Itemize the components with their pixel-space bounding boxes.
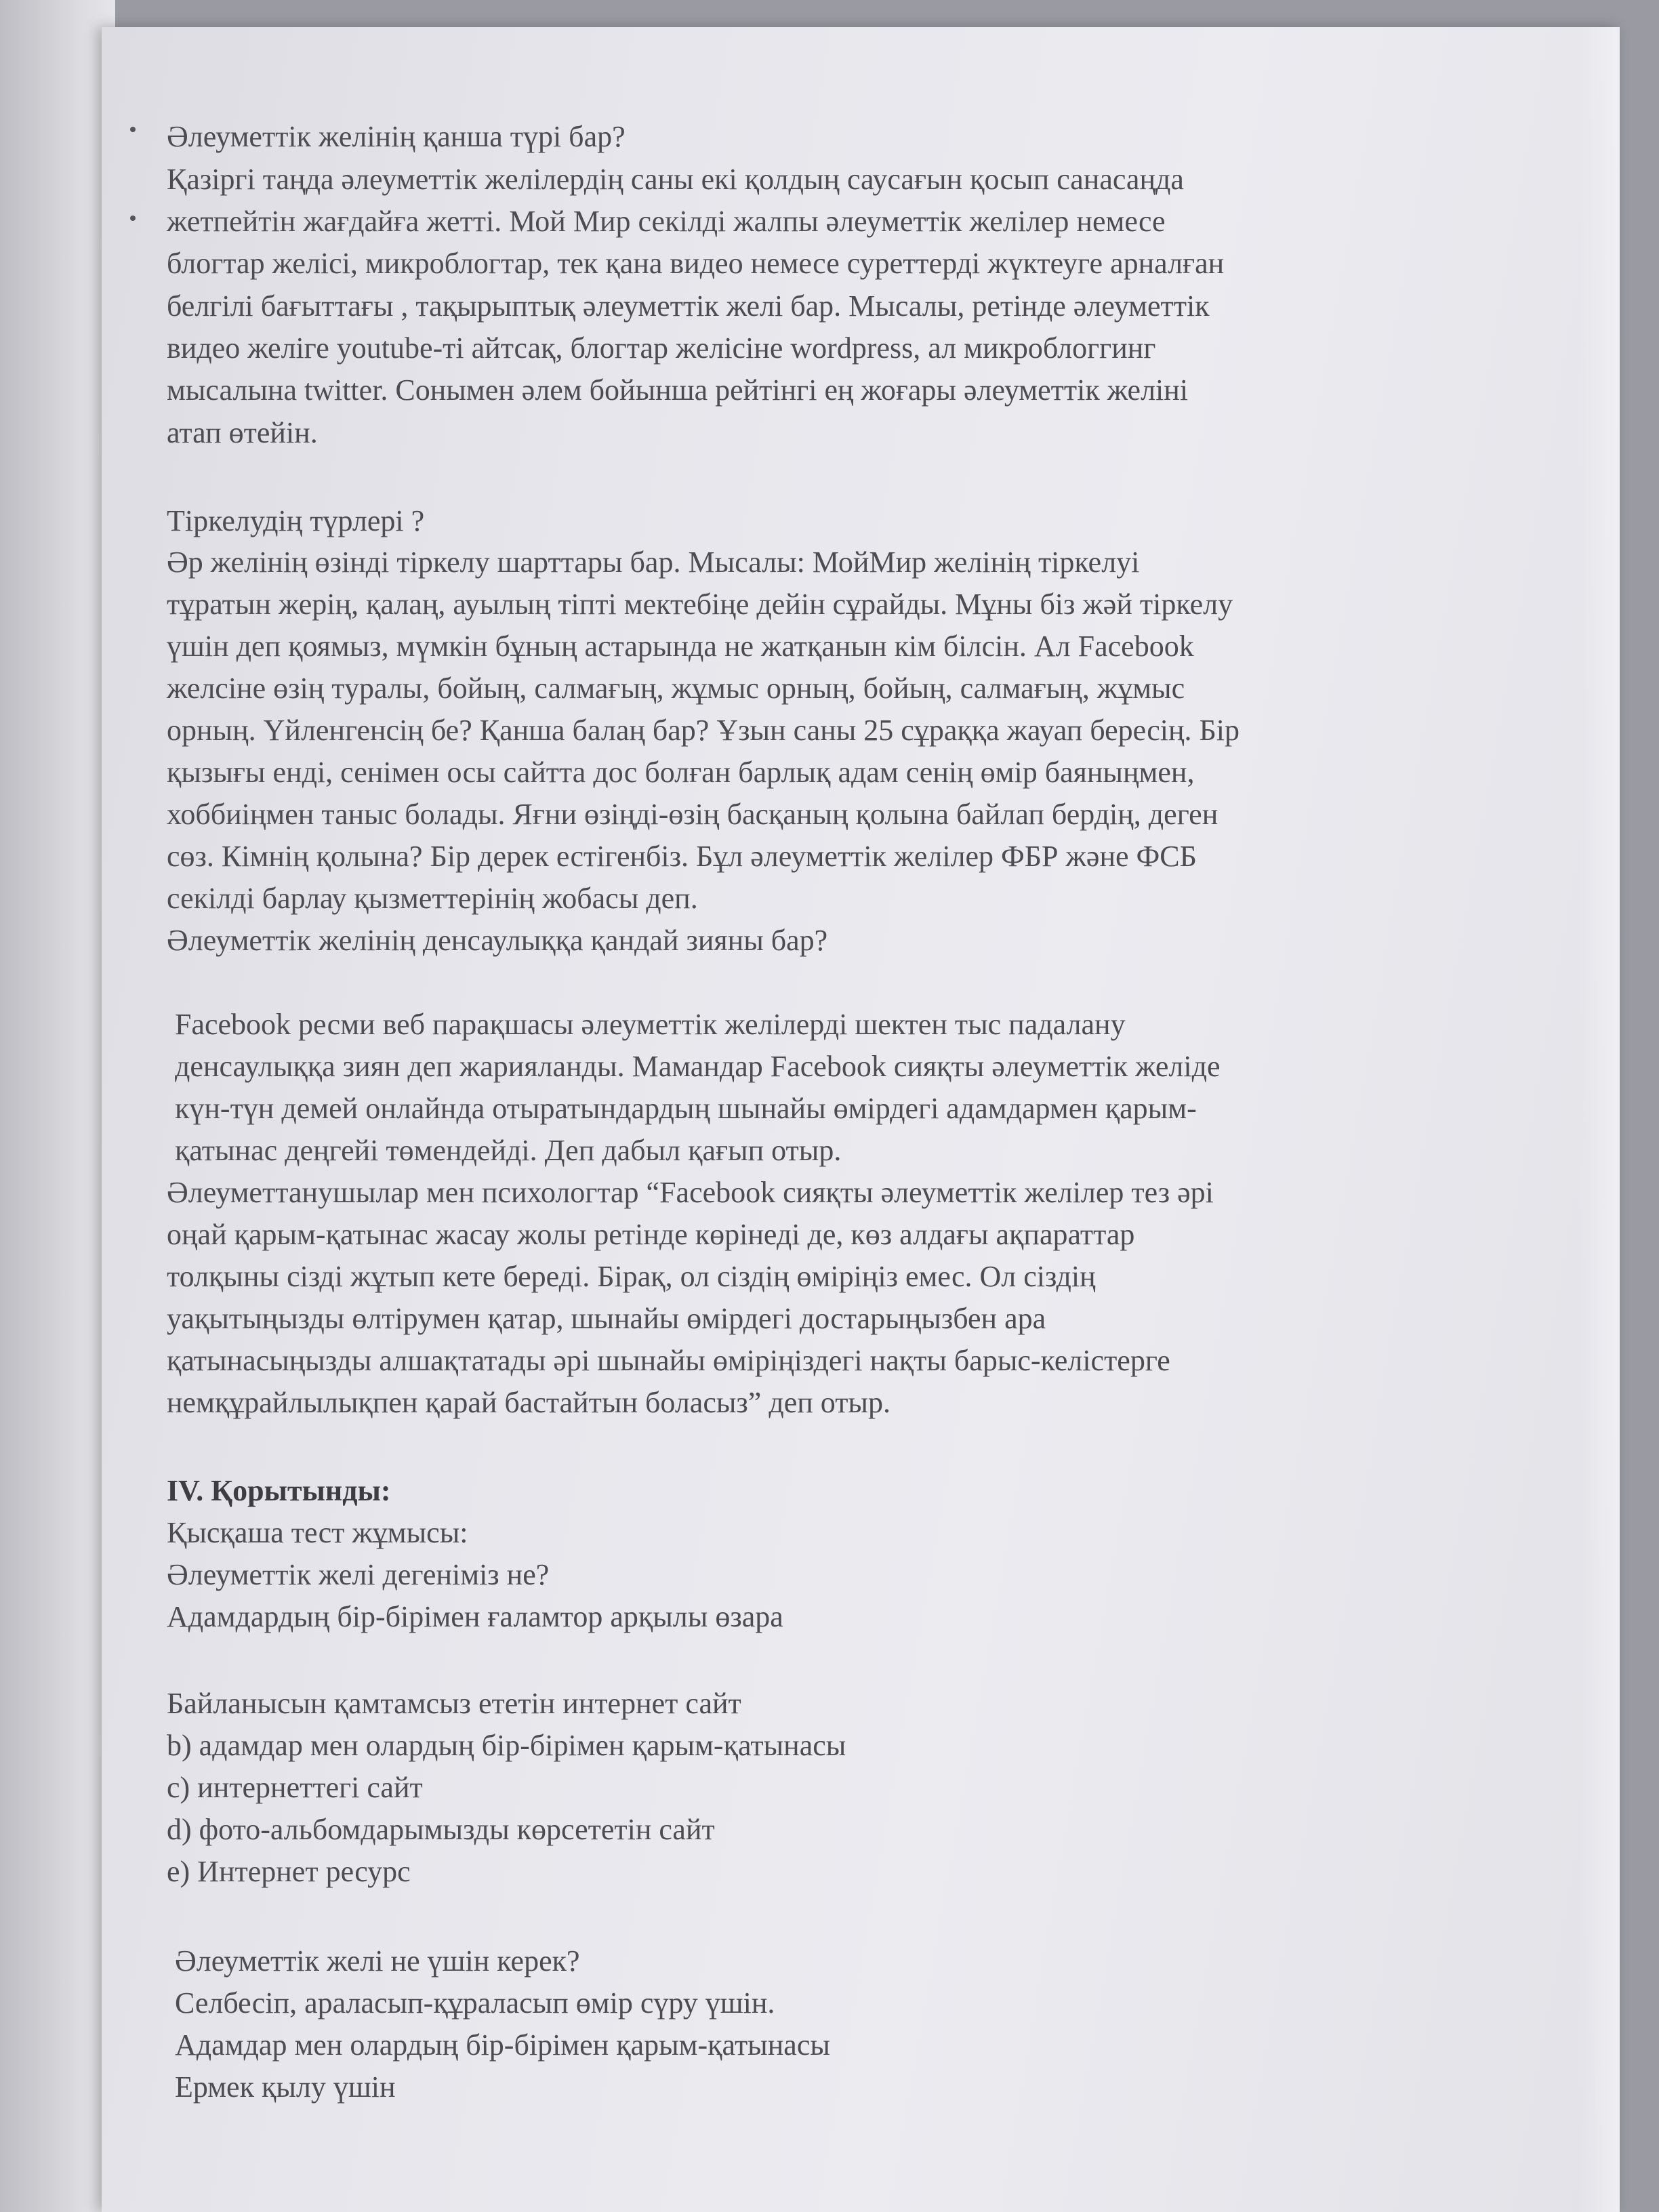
text-line: Әлеуметтанушылар мен психологтар “Facebook сияқты әлеуметтік желілер тез әрі [167,1176,1214,1209]
text-line: желсіне өзің туралы, бойың, салмағың, жұмыс орның, бойың, салмағың, жұмыс [167,672,1185,705]
quiz-option-d: d) фото-альбомдарымызды көрсететін сайт [167,1813,715,1846]
bullet-mark [130,216,136,221]
document-page [102,27,1620,2212]
text-line: оңай қарым-қатынас жасау жолы ретінде көрінеді де, көз алдағы ақпараттар [167,1218,1135,1251]
text-line: үшін деп қоямыз, мүмкін бұның астарында не жатқанын кім білсін. Ал Facebook [167,630,1194,663]
text-line: мысалына twitter. Сонымен әлем бойынша рейтінгі ең жоғары әлеуметтік желіні [167,373,1189,407]
quiz-option-e: e) Интернет ресурс [167,1855,411,1888]
text-line: күн-түн демей онлайнда отыратындардың шынайы өмірдегі адамдармен қарым- [175,1092,1197,1125]
text-line: видео желіге youtube-ті айтсақ, блогтар желісіне wordpress, ал микроблоггинг [167,331,1156,365]
text-line: секілді барлау қызметтерінің жобасы деп. [167,882,698,915]
section-heading-registration: Тіркелудің түрлері ? [167,504,425,537]
quiz-option-b: b) адамдар мен олардың бір-бірімен қарым-қатынасы [167,1729,846,1762]
text-line: орның. Үйленгенсің бе? Қанша балаң бар? Ұзын саны 25 сұраққа жауап бересің. Бір [167,714,1240,747]
text-line: қызығы енді, сенімен осы сайтта дос болған барлық адам сенің өмір баяныңмен, [167,756,1195,789]
text-line: денсаулыққа зиян деп жарияланды. Мамандар Facebook сияқты әлеуметтік желіде [175,1050,1221,1083]
text-line: хоббиіңмен таныс болады. Яғни өзіңді-өзің басқаның қолына байлап бердің, деген [167,798,1218,831]
conclusion-heading: IV. Қорытынды: [167,1474,391,1507]
section-heading-health: Әлеуметтік желінің денсаулыққа қандай зияны бар? [167,924,828,957]
quiz-question: Әлеуметтік желі не үшін керек? [175,1944,580,1978]
text-line: немқұрайлылықпен қарай бастайтын боласыз” деп отыр. [167,1386,890,1419]
text-line: белгілі бағыттағы , тақырыптық әлеуметтік желі бар. Мысалы, ретінде әлеуметтік [167,289,1210,323]
text-line: қатынасыңызды алшақтатады әрі шынайы өміріңіздегі нақты барыс-келістерге [167,1344,1170,1377]
text-line: атап өтейін. [167,416,318,449]
page-right-edge [1580,27,1620,2212]
bullet-mark [130,127,136,132]
text-line: қатынас деңгейі төмендейді. Деп дабыл қағып отыр. [175,1134,842,1167]
quiz-answer: Адамдар мен олардың бір-бірімен қарым-қатынасы [175,2028,830,2062]
text-line: жетпейтін жағдайға жетті. Мой Мир секілді жалпы әлеуметтік желілер немесе [167,205,1166,238]
text-line: Әр желінің өзінді тіркелу шарттары бар. Мысалы: МойМир желінің тіркелуі [167,546,1140,579]
text-line: сөз. Кімнің қолына? Бір дерек естігенбіз. Бұл әлеуметтік желілер ФБР және ФСБ [167,840,1197,873]
text-line: Қазіргі таңда әлеуметтік желілердің саны екі қолдың саусағын қосып санасаңда [167,163,1184,196]
text-line: блогтар желісі, микроблогтар, тек қана видео немесе суреттерді жүктеуге арналған [167,247,1225,280]
quiz-answer: Байланысын қамтамсыз ететін интернет сайт [167,1687,741,1720]
text-line: уақытыңызды өлтірумен қатар, шынайы өмірдегі достарыңызбен ара [167,1302,1046,1335]
text-line: тұратын жерің, қалаң, ауылың тіпті мектебіңе дейін сұрайды. Мұны біз жәй тіркелу [167,588,1233,621]
left-page-edge [0,0,115,2212]
quiz-answer: Селбесіп, араласып-құраласып өмір сүру үшін. [175,1986,775,2020]
quiz-answer: Ермек қылу үшін [175,2070,396,2104]
quiz-question: Әлеуметтік желі дегеніміз не? [167,1558,550,1591]
quiz-answer: Адамдардың бір-бірімен ғаламтор арқылы өзара [167,1600,783,1633]
text-line: Қысқаша тест жұмысы: [167,1516,468,1549]
quiz-option-c: c) интернеттегі сайт [167,1771,423,1804]
text-line: Facebook ресми веб парақшасы әлеуметтік желілерді шектен тыс падалану [175,1008,1126,1041]
section-heading-types: Әлеуметтік желінің қанша түрі бар? [167,120,626,153]
text-line: толқыны сізді жұтып кете береді. Бірақ, ол сіздің өміріңіз емес. Ол сіздің [167,1260,1096,1293]
